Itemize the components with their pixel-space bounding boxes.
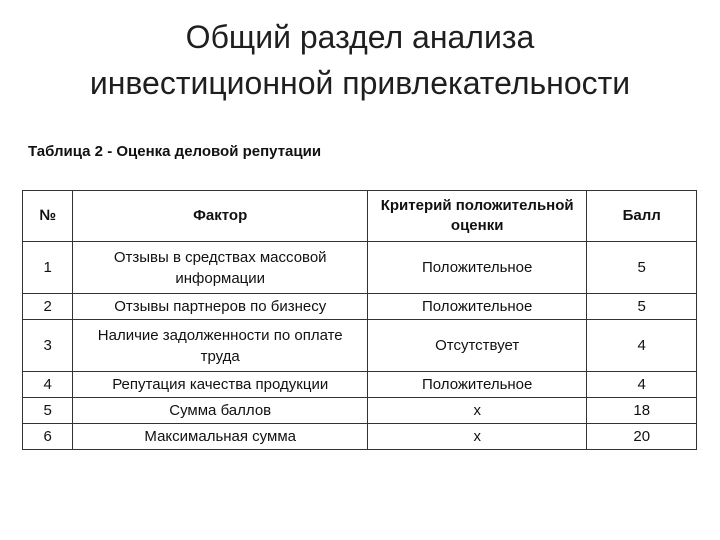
cell-num: 6: [23, 424, 73, 450]
header-factor: Фактор: [73, 191, 368, 242]
table-header-row: [23, 191, 697, 242]
cell-num: 5: [23, 398, 73, 424]
table-row: [23, 294, 697, 320]
cell-num: 2: [23, 294, 73, 320]
cell-factor: Отзывы в средствах массовой информации: [73, 242, 368, 294]
slide-title: [0, 14, 720, 106]
cell-criterion: Положительное: [367, 372, 586, 398]
cell-criterion: x: [367, 398, 586, 424]
cell-factor: Отзывы партнеров по бизнесу: [73, 294, 368, 320]
table-row: [23, 320, 697, 372]
header-criterion: Критерий положительной оценки: [367, 191, 586, 242]
table-caption: Таблица 2 - Оценка деловой репутации: [28, 143, 322, 160]
cell-factor: Наличие задолженности по оплате труда: [73, 320, 368, 372]
cell-score: 5: [587, 294, 697, 320]
cell-criterion: Положительное: [367, 242, 586, 294]
slide-title-line-1: Общий раздел анализа: [185, 19, 535, 55]
cell-score: 18: [587, 398, 697, 424]
cell-num: 1: [23, 242, 73, 294]
table-row: [23, 398, 697, 424]
cell-factor: Сумма баллов: [73, 398, 368, 424]
cell-criterion: Положительное: [367, 294, 586, 320]
header-num: №: [23, 191, 73, 242]
cell-factor: Максимальная сумма: [73, 424, 368, 450]
cell-factor: Репутация качества продукции: [73, 372, 368, 398]
cell-score: 4: [587, 372, 697, 398]
cell-score: 4: [587, 320, 697, 372]
cell-criterion: x: [367, 424, 586, 450]
reputation-table: [22, 190, 697, 450]
cell-score: 5: [587, 242, 697, 294]
header-score: Балл: [587, 191, 697, 242]
cell-num: 3: [23, 320, 73, 372]
table-row: [23, 372, 697, 398]
cell-score: 20: [587, 424, 697, 450]
slide-title-line-2: инвестиционной привлекательности: [89, 65, 631, 101]
table-row: [23, 242, 697, 294]
cell-num: 4: [23, 372, 73, 398]
table-row: [23, 424, 697, 450]
cell-criterion: Отсутствует: [367, 320, 586, 372]
